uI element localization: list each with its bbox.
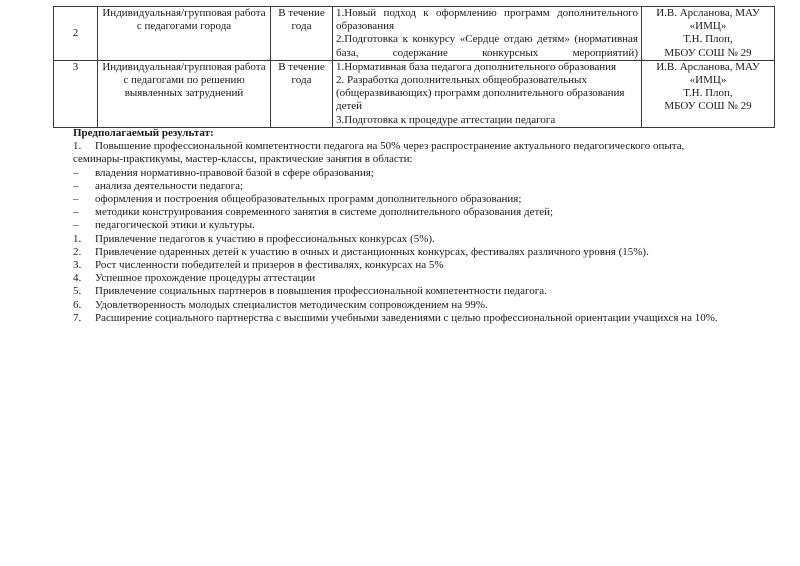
dash-marker: – xyxy=(73,206,79,219)
section-title: Предполагаемый результат: xyxy=(73,127,214,139)
expected-result-section xyxy=(73,127,773,325)
list-item xyxy=(73,219,773,232)
content-line: 1.Новый подход к оформлению программ дополнительного образования xyxy=(336,7,638,33)
list-item-text: Рост численности победителей и призеров в фестивалях, конкурсах на 5% xyxy=(95,259,444,272)
period-cell: В течение года xyxy=(271,60,333,127)
list-item-text: Привлечение одаренных детей к участию в очных и дистанционных конкурсах, фестивалях различного уровня (15%). xyxy=(95,245,649,258)
list-item-text: оформления и построения общеобразовательных программ дополнительного образования; xyxy=(95,193,522,206)
list-item xyxy=(73,193,773,206)
plan-table xyxy=(53,6,775,128)
list-item-text: Привлечение педагогов к участию в профессиональных конкурсах (5%). xyxy=(95,232,435,245)
responsible-cell xyxy=(642,60,775,127)
responsible-line: Т.Н. Плоп, xyxy=(683,33,733,46)
content-line: 2.Подготовка к конкурсу «Сердце отдаю детям» (нормативная база, содержание конкурсных мероприятий) xyxy=(336,33,638,59)
responsible-line: МБОУ СОШ № 29 xyxy=(664,46,752,59)
list-item xyxy=(73,180,773,193)
list-item-text: Расширение социального партнерства с высшими учебными заведениями с целью профессиональной ориентации учащихся на 10%. xyxy=(95,311,718,324)
list-item xyxy=(73,299,773,312)
activity-cell: Индивидуальная/групповая работа с педагогами по решению выявленных затруднений xyxy=(98,60,271,127)
period-cell: В течение года xyxy=(271,7,333,61)
row-number: 2 xyxy=(54,7,98,61)
row-number: 3 xyxy=(54,60,98,127)
responsible-line: МБОУ СОШ № 29 xyxy=(664,100,752,113)
list-marker: 4. xyxy=(73,272,82,285)
responsible-line: И.В. Арсланова, МАУ «ИМЦ» xyxy=(656,60,760,87)
list-item xyxy=(73,167,773,180)
list-marker: 7. xyxy=(73,311,82,324)
list-item xyxy=(73,259,773,272)
content-cell xyxy=(333,7,642,61)
list-marker: 2. xyxy=(73,245,82,258)
list-marker: 3. xyxy=(73,259,82,272)
activity-cell: Индивидуальная/групповая работа с педагогами города xyxy=(98,7,271,61)
dash-marker: – xyxy=(73,166,79,179)
dash-marker: – xyxy=(73,219,79,232)
list-item-text: анализа деятельности педагога; xyxy=(95,179,244,192)
list-item-text: Привлечение социальных партнеров в повышения профессиональной компетентности педагога. xyxy=(95,285,547,298)
responsible-line: Т.Н. Плоп, xyxy=(683,87,733,100)
list-item-text: Удовлетворенность молодых специалистов методическим сопровождением на 99%. xyxy=(95,298,488,311)
intro-continuation: семинары-практикумы, мастер-классы, практические занятия в области: xyxy=(73,153,413,166)
table-row xyxy=(54,60,775,127)
responsible-line: И.В. Арсланова, МАУ «ИМЦ» xyxy=(656,7,760,33)
content-line: 2. Разработка дополнительных общеобразовательных (общеразвивающих) программ дополнительного образования детей xyxy=(336,74,625,113)
dash-marker: – xyxy=(73,193,79,206)
list-marker: 1. xyxy=(73,232,82,245)
list-item xyxy=(73,285,773,298)
list-marker: 6. xyxy=(73,298,82,311)
list-item xyxy=(73,246,773,259)
list-item xyxy=(73,206,773,219)
list-marker: 1. xyxy=(73,140,82,153)
list-item xyxy=(73,272,773,285)
list-item xyxy=(73,312,773,325)
list-item-text: методики конструирования современного занятия в системе дополнительного образования детей; xyxy=(95,206,554,219)
content-line: 1.Нормативная база педагога дополнительного образования xyxy=(336,60,617,73)
intro-item xyxy=(73,140,773,153)
list-marker: 5. xyxy=(73,285,82,298)
list-item-text: Успешное прохождение процедуры аттестации xyxy=(95,272,316,285)
responsible-cell xyxy=(642,7,775,61)
list-item xyxy=(73,233,773,246)
list-item-text: педагогической этики и культуры. xyxy=(95,219,255,232)
table-row xyxy=(54,7,775,61)
dash-marker: – xyxy=(73,179,79,192)
list-item-text: владения нормативно-правовой базой в сфере образования; xyxy=(95,166,374,179)
content-cell xyxy=(333,60,642,127)
intro-text: Повышение профессиональной компетентности педагога на 50% через распространение актуального педагогического опыта, xyxy=(95,140,685,153)
content-line: 3.Подготовка к процедуре аттестации педагога xyxy=(336,113,556,126)
